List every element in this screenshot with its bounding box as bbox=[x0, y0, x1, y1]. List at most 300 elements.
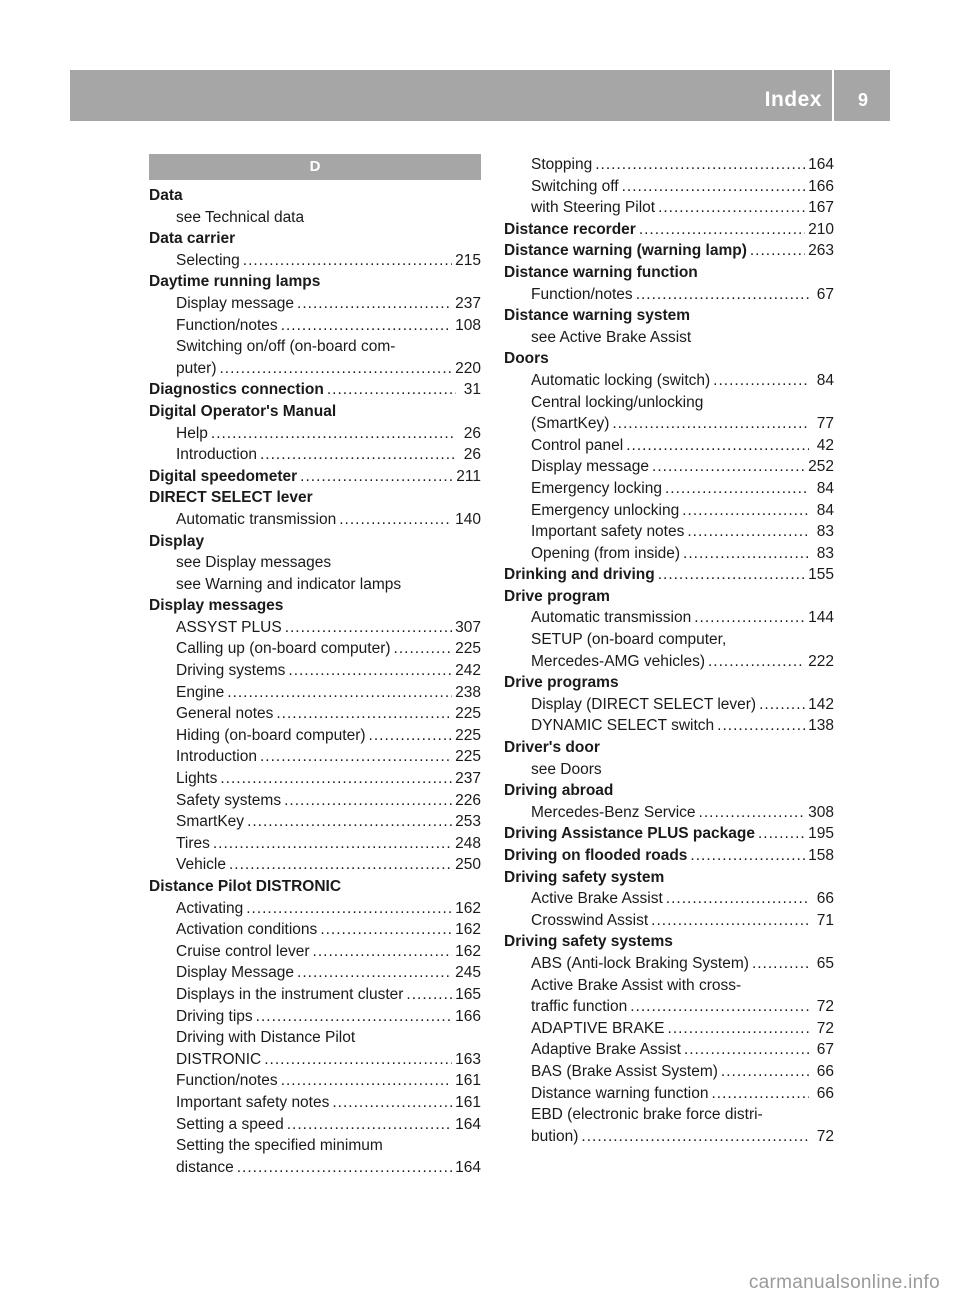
index-main-entry bbox=[149, 487, 481, 509]
index-sub-entry bbox=[149, 207, 481, 229]
index-sub-entry bbox=[504, 500, 834, 522]
entry-text: Driving tips bbox=[176, 1007, 253, 1025]
entry-text: Emergency unlocking bbox=[531, 501, 680, 519]
index-sub-entry bbox=[504, 435, 834, 457]
dot-leader bbox=[297, 962, 452, 984]
index-sub-entry bbox=[504, 197, 834, 219]
entry-text: Vehicle bbox=[176, 856, 226, 874]
page-reference[interactable]: 167 bbox=[808, 199, 834, 217]
index-sub-entry bbox=[149, 574, 481, 596]
index-sub-entry bbox=[504, 370, 834, 392]
index-column-left bbox=[149, 154, 481, 1178]
entry-text: see Warning and indicator lamps bbox=[176, 575, 402, 593]
entry-text: see Technical data bbox=[176, 208, 305, 226]
dot-leader bbox=[227, 682, 452, 704]
index-main-entry bbox=[504, 845, 834, 867]
entry-text: Distance Pilot DISTRONIC bbox=[149, 878, 342, 895]
page-reference[interactable]: 225 bbox=[455, 748, 481, 766]
entry-text: Activation conditions bbox=[176, 921, 318, 939]
dot-leader bbox=[652, 456, 805, 478]
dot-leader bbox=[690, 845, 805, 867]
dot-leader bbox=[694, 607, 805, 629]
dot-leader bbox=[595, 154, 805, 176]
page-reference[interactable]: 158 bbox=[808, 847, 834, 864]
entry-text: Display message bbox=[176, 294, 295, 312]
page-reference[interactable]: 210 bbox=[808, 220, 834, 238]
page-reference[interactable]: 138 bbox=[808, 717, 834, 735]
page-reference[interactable]: 26 bbox=[463, 424, 481, 442]
entry-text: Display messages bbox=[149, 597, 284, 615]
dot-leader bbox=[712, 1083, 810, 1105]
page-reference[interactable]: 263 bbox=[808, 242, 834, 260]
page-reference[interactable]: 155 bbox=[808, 566, 834, 584]
entry-text: Activating bbox=[176, 899, 244, 917]
dot-leader bbox=[332, 1092, 452, 1114]
dot-leader bbox=[622, 176, 806, 198]
page-reference[interactable]: 242 bbox=[455, 662, 481, 680]
dot-leader bbox=[750, 240, 805, 262]
entry-text: General notes bbox=[176, 705, 274, 723]
entry-text: Switching on/off (on-board com- bbox=[176, 338, 396, 356]
entry-text: Automatic transmission bbox=[531, 609, 692, 627]
entry-text: Display (DIRECT SELECT lever) bbox=[531, 695, 757, 713]
page-reference[interactable]: 84 bbox=[816, 479, 834, 497]
index-sub-entry bbox=[149, 984, 481, 1006]
entry-text: ASSYST PLUS bbox=[176, 618, 282, 636]
dot-leader bbox=[287, 1114, 452, 1136]
page-reference[interactable]: 67 bbox=[816, 285, 834, 303]
page-reference[interactable]: 237 bbox=[455, 294, 481, 312]
dot-leader bbox=[229, 854, 452, 876]
entry-text: Emergency locking bbox=[531, 479, 662, 497]
index-main-entry bbox=[149, 595, 481, 617]
entry-text: Data bbox=[149, 187, 183, 204]
index-sub-entry bbox=[149, 1114, 481, 1136]
dot-leader bbox=[708, 651, 805, 673]
page-reference[interactable]: 253 bbox=[455, 813, 481, 831]
index-sub-entry bbox=[149, 962, 481, 984]
entry-text: Automatic locking (switch) bbox=[531, 371, 711, 389]
page-reference[interactable]: 211 bbox=[456, 467, 481, 485]
entry-text: Mercedes-AMG vehicles) bbox=[531, 652, 705, 670]
page-reference[interactable]: 66 bbox=[816, 1084, 834, 1102]
entry-text: Driver's door bbox=[504, 739, 600, 757]
dot-leader bbox=[369, 725, 453, 747]
index-sub-entry bbox=[504, 543, 834, 565]
page-reference[interactable]: 164 bbox=[455, 1158, 481, 1176]
index-sub-entry bbox=[504, 521, 834, 543]
entry-text: Daytime running lamps bbox=[149, 273, 321, 291]
page-reference[interactable]: 72 bbox=[816, 1127, 834, 1145]
index-sub-entry bbox=[149, 444, 481, 466]
entry-text: Opening (from inside) bbox=[531, 544, 681, 562]
dot-leader bbox=[658, 564, 805, 586]
header-separator bbox=[832, 70, 834, 121]
index-sub-entry bbox=[504, 392, 834, 414]
page-reference[interactable]: 142 bbox=[808, 695, 834, 713]
page-reference[interactable]: 31 bbox=[463, 381, 481, 399]
page-reference[interactable]: 72 bbox=[816, 1019, 834, 1037]
page-reference[interactable]: 222 bbox=[808, 652, 834, 670]
entry-text: Driving safety systems bbox=[504, 933, 673, 951]
dot-leader bbox=[699, 802, 806, 824]
page-reference[interactable]: 161 bbox=[455, 1072, 481, 1090]
index-sub-entry bbox=[504, 953, 834, 975]
entry-text: Setting the specified minimum bbox=[176, 1137, 383, 1155]
index-sub-entry bbox=[504, 651, 834, 673]
page-reference[interactable]: 84 bbox=[816, 501, 834, 519]
index-sub-entry bbox=[149, 682, 481, 704]
entry-text: Diagnostics connection bbox=[149, 381, 324, 399]
entry-text: Cruise control lever bbox=[176, 942, 310, 960]
page-reference[interactable]: 162 bbox=[455, 899, 481, 917]
index-main-entry bbox=[149, 876, 481, 898]
dot-leader bbox=[300, 466, 453, 488]
index-sub-entry bbox=[504, 1104, 834, 1126]
entry-text: Hiding (on-board computer) bbox=[176, 726, 366, 744]
index-sub-entry bbox=[149, 617, 481, 639]
header-title: Index bbox=[764, 88, 822, 111]
page-reference[interactable]: 220 bbox=[455, 359, 481, 377]
page-reference[interactable]: 238 bbox=[455, 683, 481, 701]
entry-text: Help bbox=[176, 424, 208, 442]
entry-text: Distance warning (warning lamp) bbox=[504, 242, 747, 260]
entry-text: Switching off bbox=[531, 177, 619, 195]
page-reference[interactable]: 165 bbox=[455, 985, 481, 1003]
index-sub-entry bbox=[504, 694, 834, 716]
index-sub-entry bbox=[149, 919, 481, 941]
entry-text: Driving abroad bbox=[504, 782, 614, 800]
dot-leader bbox=[758, 823, 805, 845]
entry-text: Control panel bbox=[531, 436, 624, 454]
dot-leader bbox=[713, 370, 809, 392]
index-sub-entry bbox=[504, 1039, 834, 1061]
dot-leader bbox=[288, 660, 452, 682]
page-reference[interactable]: 83 bbox=[816, 523, 834, 541]
page-reference[interactable]: 108 bbox=[455, 316, 481, 334]
entry-text: Function/notes bbox=[176, 1072, 278, 1090]
index-sub-entry bbox=[149, 833, 481, 855]
watermark: carmanualsonline.info bbox=[748, 1272, 940, 1293]
index-list-left bbox=[149, 185, 481, 1178]
dot-leader bbox=[683, 543, 809, 565]
entry-text: Distance recorder bbox=[504, 220, 636, 238]
dot-leader bbox=[581, 1126, 809, 1148]
index-main-entry bbox=[504, 672, 834, 694]
index-sub-entry bbox=[149, 703, 481, 725]
page-reference[interactable]: 195 bbox=[808, 825, 834, 843]
index-main-entry bbox=[504, 780, 834, 802]
dot-leader bbox=[281, 315, 452, 337]
entry-text: SETUP (on-board computer, bbox=[531, 631, 727, 649]
index-sub-entry bbox=[504, 607, 834, 629]
index-sub-entry bbox=[504, 1083, 834, 1105]
entry-text: Adaptive Brake Assist bbox=[531, 1041, 681, 1059]
entry-text: Introduction bbox=[176, 748, 257, 766]
index-sub-entry bbox=[149, 336, 481, 358]
index-sub-entry bbox=[149, 315, 481, 337]
dot-leader bbox=[394, 638, 453, 660]
dot-leader bbox=[260, 746, 452, 768]
entry-text: Lights bbox=[176, 770, 218, 788]
index-main-entry bbox=[149, 466, 481, 488]
entry-text: Tires bbox=[176, 834, 210, 852]
dot-leader bbox=[721, 1061, 809, 1083]
dot-leader bbox=[220, 358, 453, 380]
entry-text: Mercedes-Benz Service bbox=[531, 803, 696, 821]
page-reference[interactable]: 71 bbox=[816, 911, 834, 929]
index-sub-entry bbox=[504, 413, 834, 435]
page-reference[interactable]: 84 bbox=[816, 371, 834, 389]
section-letter-bar: D bbox=[149, 154, 481, 180]
entry-text: puter) bbox=[176, 359, 217, 377]
dot-leader bbox=[687, 521, 809, 543]
entry-text: traffic function bbox=[531, 998, 628, 1016]
page-reference[interactable]: 252 bbox=[808, 458, 834, 476]
entry-text: EBD (electronic brake force distri- bbox=[531, 1106, 763, 1124]
index-sub-entry bbox=[149, 1070, 481, 1092]
page-reference[interactable]: 66 bbox=[816, 1062, 834, 1080]
index-sub-entry bbox=[149, 768, 481, 790]
index-sub-entry bbox=[504, 975, 834, 997]
dot-leader bbox=[639, 219, 805, 241]
index-sub-entry bbox=[504, 629, 834, 651]
index-sub-entry bbox=[504, 1018, 834, 1040]
dot-leader bbox=[256, 1006, 452, 1028]
page-reference[interactable]: 162 bbox=[455, 921, 481, 939]
entry-text: Engine bbox=[176, 683, 225, 701]
dot-leader bbox=[612, 413, 809, 435]
index-sub-entry bbox=[149, 1135, 481, 1157]
dot-leader bbox=[752, 953, 809, 975]
page-reference[interactable]: 26 bbox=[463, 446, 481, 464]
entry-text: Central locking/unlocking bbox=[531, 393, 704, 411]
entry-text: Important safety notes bbox=[531, 523, 685, 541]
entry-text: see Doors bbox=[531, 760, 602, 778]
index-sub-entry bbox=[504, 802, 834, 824]
page-number: 9 bbox=[857, 90, 868, 110]
index-sub-entry bbox=[149, 811, 481, 833]
index-sub-entry bbox=[149, 725, 481, 747]
page-reference[interactable]: 163 bbox=[455, 1050, 481, 1068]
index-sub-entry bbox=[149, 941, 481, 963]
entry-text: Important safety notes bbox=[176, 1093, 330, 1111]
dot-leader bbox=[666, 888, 809, 910]
page-reference[interactable]: 307 bbox=[455, 618, 481, 636]
index-main-entry bbox=[149, 271, 481, 293]
entry-text: Data carrier bbox=[149, 230, 236, 248]
page-reference[interactable]: 166 bbox=[455, 1007, 481, 1025]
index-main-entry bbox=[504, 262, 834, 284]
index-sub-entry bbox=[149, 1027, 481, 1049]
dot-leader bbox=[284, 790, 452, 812]
page-reference[interactable]: 83 bbox=[816, 544, 834, 562]
dot-leader bbox=[684, 1039, 809, 1061]
entry-text: Display message bbox=[531, 458, 650, 476]
page-reference[interactable]: 144 bbox=[808, 609, 834, 627]
entry-text: see Active Brake Assist bbox=[531, 328, 692, 346]
page-reference[interactable]: 166 bbox=[808, 177, 834, 195]
entry-text: Driving Assistance PLUS package bbox=[504, 825, 755, 843]
entry-text: Automatic transmission bbox=[176, 510, 337, 528]
index-main-entry bbox=[504, 219, 834, 241]
index-main-entry bbox=[504, 240, 834, 262]
page-reference[interactable]: 72 bbox=[816, 998, 834, 1016]
entry-text: Crosswind Assist bbox=[531, 911, 649, 929]
index-main-entry bbox=[504, 823, 834, 845]
index-main-entry bbox=[504, 564, 834, 586]
entry-text: bution) bbox=[531, 1127, 579, 1145]
dot-leader bbox=[682, 500, 809, 522]
dot-leader bbox=[260, 444, 456, 466]
page-reference[interactable]: 164 bbox=[455, 1115, 481, 1133]
page-reference[interactable]: 164 bbox=[808, 156, 834, 173]
page-reference[interactable]: 245 bbox=[455, 964, 481, 982]
entry-text: Distance warning function bbox=[531, 1084, 709, 1102]
entry-text: Setting a speed bbox=[176, 1115, 284, 1133]
index-sub-entry bbox=[149, 552, 481, 574]
page-reference[interactable]: 65 bbox=[816, 954, 834, 972]
index-sub-entry bbox=[504, 284, 834, 306]
index-column-right bbox=[504, 154, 834, 1147]
index-sub-entry bbox=[504, 327, 834, 349]
dot-leader bbox=[285, 617, 452, 639]
index-main-entry bbox=[504, 867, 834, 889]
index-sub-entry bbox=[149, 509, 481, 531]
page-reference[interactable]: 225 bbox=[455, 640, 481, 658]
entry-text: Selecting bbox=[176, 251, 240, 269]
entry-text: Active Brake Assist with cross- bbox=[531, 976, 742, 994]
entry-text: Driving systems bbox=[176, 662, 286, 680]
dot-leader bbox=[220, 768, 452, 790]
dot-leader bbox=[211, 423, 456, 445]
page-reference[interactable]: 225 bbox=[455, 705, 481, 723]
entry-text: Drive programs bbox=[504, 674, 619, 692]
dot-leader bbox=[276, 703, 452, 725]
dot-leader bbox=[626, 435, 809, 457]
entry-text: Drinking and driving bbox=[504, 566, 655, 584]
entry-text: Introduction bbox=[176, 446, 257, 464]
index-sub-entry bbox=[149, 660, 481, 682]
index-sub-entry bbox=[149, 746, 481, 768]
dot-leader bbox=[665, 478, 809, 500]
entry-text: Digital Operator's Manual bbox=[149, 402, 337, 420]
page-reference[interactable]: 215 bbox=[455, 251, 481, 269]
index-sub-entry bbox=[149, 423, 481, 445]
index-sub-entry bbox=[504, 1061, 834, 1083]
index-sub-entry bbox=[149, 1092, 481, 1114]
dot-leader bbox=[297, 293, 452, 315]
page-reference[interactable]: 161 bbox=[455, 1093, 481, 1111]
page-reference[interactable]: 67 bbox=[816, 1041, 834, 1059]
dot-leader bbox=[247, 811, 452, 833]
page-reference[interactable]: 77 bbox=[816, 415, 834, 433]
index-sub-entry bbox=[504, 888, 834, 910]
dot-leader bbox=[759, 694, 805, 716]
index-main-entry bbox=[504, 348, 834, 370]
header-band bbox=[70, 70, 890, 121]
dot-leader bbox=[327, 379, 456, 401]
entry-text: with Steering Pilot bbox=[531, 199, 656, 217]
page-reference[interactable]: 42 bbox=[816, 436, 834, 454]
index-main-entry bbox=[149, 228, 481, 250]
entry-text: Stopping bbox=[531, 156, 593, 173]
index-sub-entry bbox=[504, 478, 834, 500]
entry-text: Displays in the instrument cluster bbox=[176, 985, 404, 1003]
entry-text: Driving with Distance Pilot bbox=[176, 1029, 356, 1047]
entry-text: Drive program bbox=[504, 587, 610, 605]
index-main-entry bbox=[504, 737, 834, 759]
entry-text: Doors bbox=[504, 350, 549, 368]
entry-text: Display bbox=[149, 532, 205, 550]
index-main-entry bbox=[149, 185, 481, 207]
dot-leader bbox=[313, 941, 453, 963]
page-reference[interactable]: 237 bbox=[455, 770, 481, 788]
entry-text: Distance warning function bbox=[504, 263, 698, 281]
dot-leader bbox=[717, 715, 805, 737]
index-sub-entry bbox=[149, 790, 481, 812]
dot-leader bbox=[243, 250, 452, 272]
entry-text: Safety systems bbox=[176, 791, 282, 809]
page-reference[interactable]: 225 bbox=[455, 726, 481, 744]
dot-leader bbox=[339, 509, 452, 531]
index-sub-entry bbox=[149, 250, 481, 272]
index-sub-entry bbox=[149, 1006, 481, 1028]
index-sub-entry bbox=[149, 1049, 481, 1071]
page-reference[interactable]: 226 bbox=[455, 791, 481, 809]
page-reference[interactable]: 250 bbox=[455, 856, 481, 874]
entry-text: Calling up (on-board computer) bbox=[176, 640, 391, 658]
entry-text: (SmartKey) bbox=[531, 415, 610, 433]
page-reference[interactable]: 308 bbox=[808, 803, 834, 821]
index-sub-entry bbox=[149, 638, 481, 660]
dot-leader bbox=[630, 996, 809, 1018]
index-sub-entry bbox=[504, 715, 834, 737]
dot-leader bbox=[658, 197, 805, 219]
entry-text: ABS (Anti-lock Braking System) bbox=[531, 954, 749, 972]
entry-text: DYNAMIC SELECT switch bbox=[531, 717, 715, 735]
entry-text: BAS (Brake Assist System) bbox=[531, 1062, 718, 1080]
index-list-right bbox=[504, 154, 834, 1147]
page-reference[interactable]: 140 bbox=[455, 510, 481, 528]
dot-leader bbox=[246, 898, 452, 920]
entry-text: Display Message bbox=[176, 964, 295, 982]
page-reference[interactable]: 248 bbox=[455, 834, 481, 852]
page-reference[interactable]: 162 bbox=[455, 942, 481, 960]
index-sub-entry bbox=[149, 898, 481, 920]
index-sub-entry bbox=[149, 358, 481, 380]
entry-text: Digital speedometer bbox=[149, 467, 298, 485]
entry-text: Active Brake Assist bbox=[531, 890, 663, 908]
index-main-entry bbox=[149, 531, 481, 553]
dot-leader bbox=[237, 1157, 452, 1179]
entry-text: Function/notes bbox=[531, 285, 633, 303]
entry-text: DISTRONIC bbox=[176, 1050, 262, 1068]
index-sub-entry bbox=[504, 910, 834, 932]
entry-text: Driving safety system bbox=[504, 868, 665, 886]
entry-text: Function/notes bbox=[176, 316, 278, 334]
page-reference[interactable]: 66 bbox=[816, 890, 834, 908]
index-sub-entry bbox=[504, 456, 834, 478]
index-main-entry bbox=[504, 586, 834, 608]
entry-text: Driving on flooded roads bbox=[504, 847, 688, 864]
entry-text: ADAPTIVE BRAKE bbox=[531, 1019, 665, 1037]
index-sub-entry bbox=[504, 176, 834, 198]
dot-leader bbox=[320, 919, 452, 941]
dot-leader bbox=[668, 1018, 809, 1040]
entry-text: SmartKey bbox=[176, 813, 245, 831]
index-main-entry bbox=[149, 401, 481, 423]
